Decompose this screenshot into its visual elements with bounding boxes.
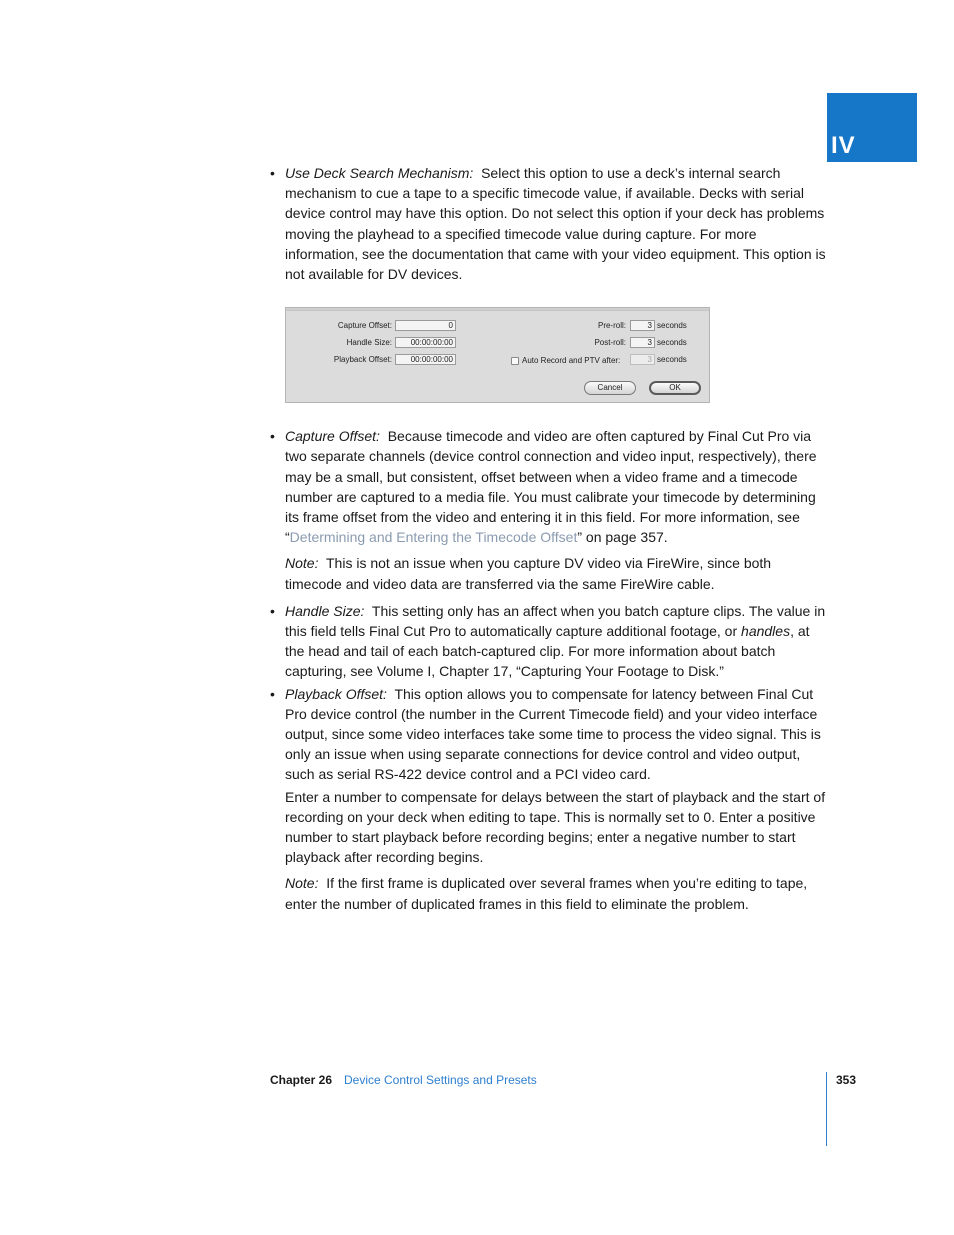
bullet-term: Playback Offset: [285, 685, 387, 702]
postroll-field[interactable]: 3 [630, 337, 655, 348]
bullet-dot: • [270, 165, 275, 181]
bullet-term: Handle Size: [285, 602, 365, 619]
bullet-dot: • [270, 685, 275, 702]
timecode-offset-link[interactable]: Determining and Entering the Timecode Offset [289, 529, 578, 546]
handle-size-field[interactable]: 00:00:00:00 [395, 337, 456, 348]
footer-chapter: Chapter 26 [270, 1073, 333, 1087]
capture-settings-dialog [285, 307, 710, 403]
note-duplicated-frames [270, 873, 830, 913]
bullet-handle-size [270, 601, 830, 682]
note-firewire [270, 553, 830, 593]
bullet-playback-offset [270, 684, 830, 785]
auto-record-unit: seconds [657, 355, 687, 365]
note-text: If the first frame is duplicated over several frames when you’re editing to tape, enter the number of duplicated frames in this field to eliminate the problem. [285, 875, 808, 912]
bullet-capture-offset [270, 426, 830, 547]
ok-button[interactable]: OK [649, 381, 701, 395]
auto-record-label: Auto Record and PTV after: [522, 356, 621, 366]
bullet-text-after: , at the head and tail of each batch-captured clip. For more information about batch capturing, see Volume I, Chapter 17, “Capturing Your Footage to Disk.” [285, 623, 810, 680]
main-content [270, 163, 830, 914]
capture-offset-field[interactable]: 0 [395, 320, 456, 331]
bullet-text-after-link: ” on page 357. [577, 529, 668, 546]
auto-record-checkbox[interactable] [511, 357, 519, 365]
bullet-text: Because timecode and video are often captured by Final Cut Pro via two separate channels (device control connection and video input, respectively), there may be a small, but consistent, offset between when a video frame and a timecode number are captured to a media file. You must calibrate your timecode by determining its frame offset from the video and entering it in this field. For more information, see “ [285, 428, 817, 546]
handles-term: handles [741, 623, 791, 640]
bullet-text: This option allows you to compensate for latency between Final Cut Pro device control (the number in the Current Timecode field) and your video interface output, since some video interfaces take some time to process the video signal. This is only an issue when using separate connections for device control and video output, such as serial RS-422 device control and a PCI video card. [285, 685, 821, 783]
playback-offset-field[interactable]: 00:00:00:00 [395, 354, 456, 365]
preroll-unit: seconds [657, 321, 687, 331]
cancel-button[interactable]: Cancel [584, 381, 636, 395]
preroll-field[interactable]: 3 [630, 320, 655, 331]
footer-page-number: 353 [836, 1073, 857, 1087]
note-text: This is not an issue when you capture DV video via FireWire, since both timecode and video data are transferred via the same FireWire cable. [285, 555, 772, 592]
handle-size-label: Handle Size: [346, 338, 392, 348]
playback-offset-paragraph: Enter a number to compensate for delays between the start of playback and the start of recording on your deck when editing to tape. This is normally set to 0. Enter a positive number to start playback before recording begins; enter a negative number to start playback after recording begins. [285, 788, 826, 866]
footer-chapter-title[interactable]: Device Control Settings and Presets [344, 1073, 537, 1087]
bullet-dot: • [270, 428, 275, 445]
footer-rule [826, 1072, 827, 1146]
note-label: Note: [285, 875, 319, 892]
bullet-text: This setting only has an affect when you batch capture clips. The value in this field tells Final Cut Pro to automatically capture additional footage, or [285, 602, 826, 640]
auto-record-field[interactable]: 3 [630, 354, 655, 365]
preroll-label: Pre-roll: [597, 321, 626, 331]
bullet-term: Use Deck Search Mechanism: [285, 165, 474, 181]
capture-offset-label: Capture Offset: [337, 321, 392, 331]
postroll-unit: seconds [657, 338, 687, 348]
note-label: Note: [285, 555, 319, 572]
part-tab-label: IV [831, 132, 856, 159]
bullet-dot: • [270, 602, 275, 619]
bullet-term: Capture Offset: [285, 428, 380, 445]
part-tab [827, 93, 917, 162]
bullet-text: Select this option to use a deck’s internal search mechanism to cue a tape to a specific timecode value, if available. Decks with serial device control may have this option. Do not select this option if your deck has problems moving the playhead to a specified timecode value during capture. For more information, see the documentation that came with your video equipment. This option is not available for DV devices. [285, 165, 826, 283]
playback-offset-label: Playback Offset: [333, 355, 392, 365]
bullet-use-deck-search [270, 163, 830, 284]
dialog-top-stripe [286, 308, 709, 311]
postroll-label: Post-roll: [594, 338, 626, 348]
